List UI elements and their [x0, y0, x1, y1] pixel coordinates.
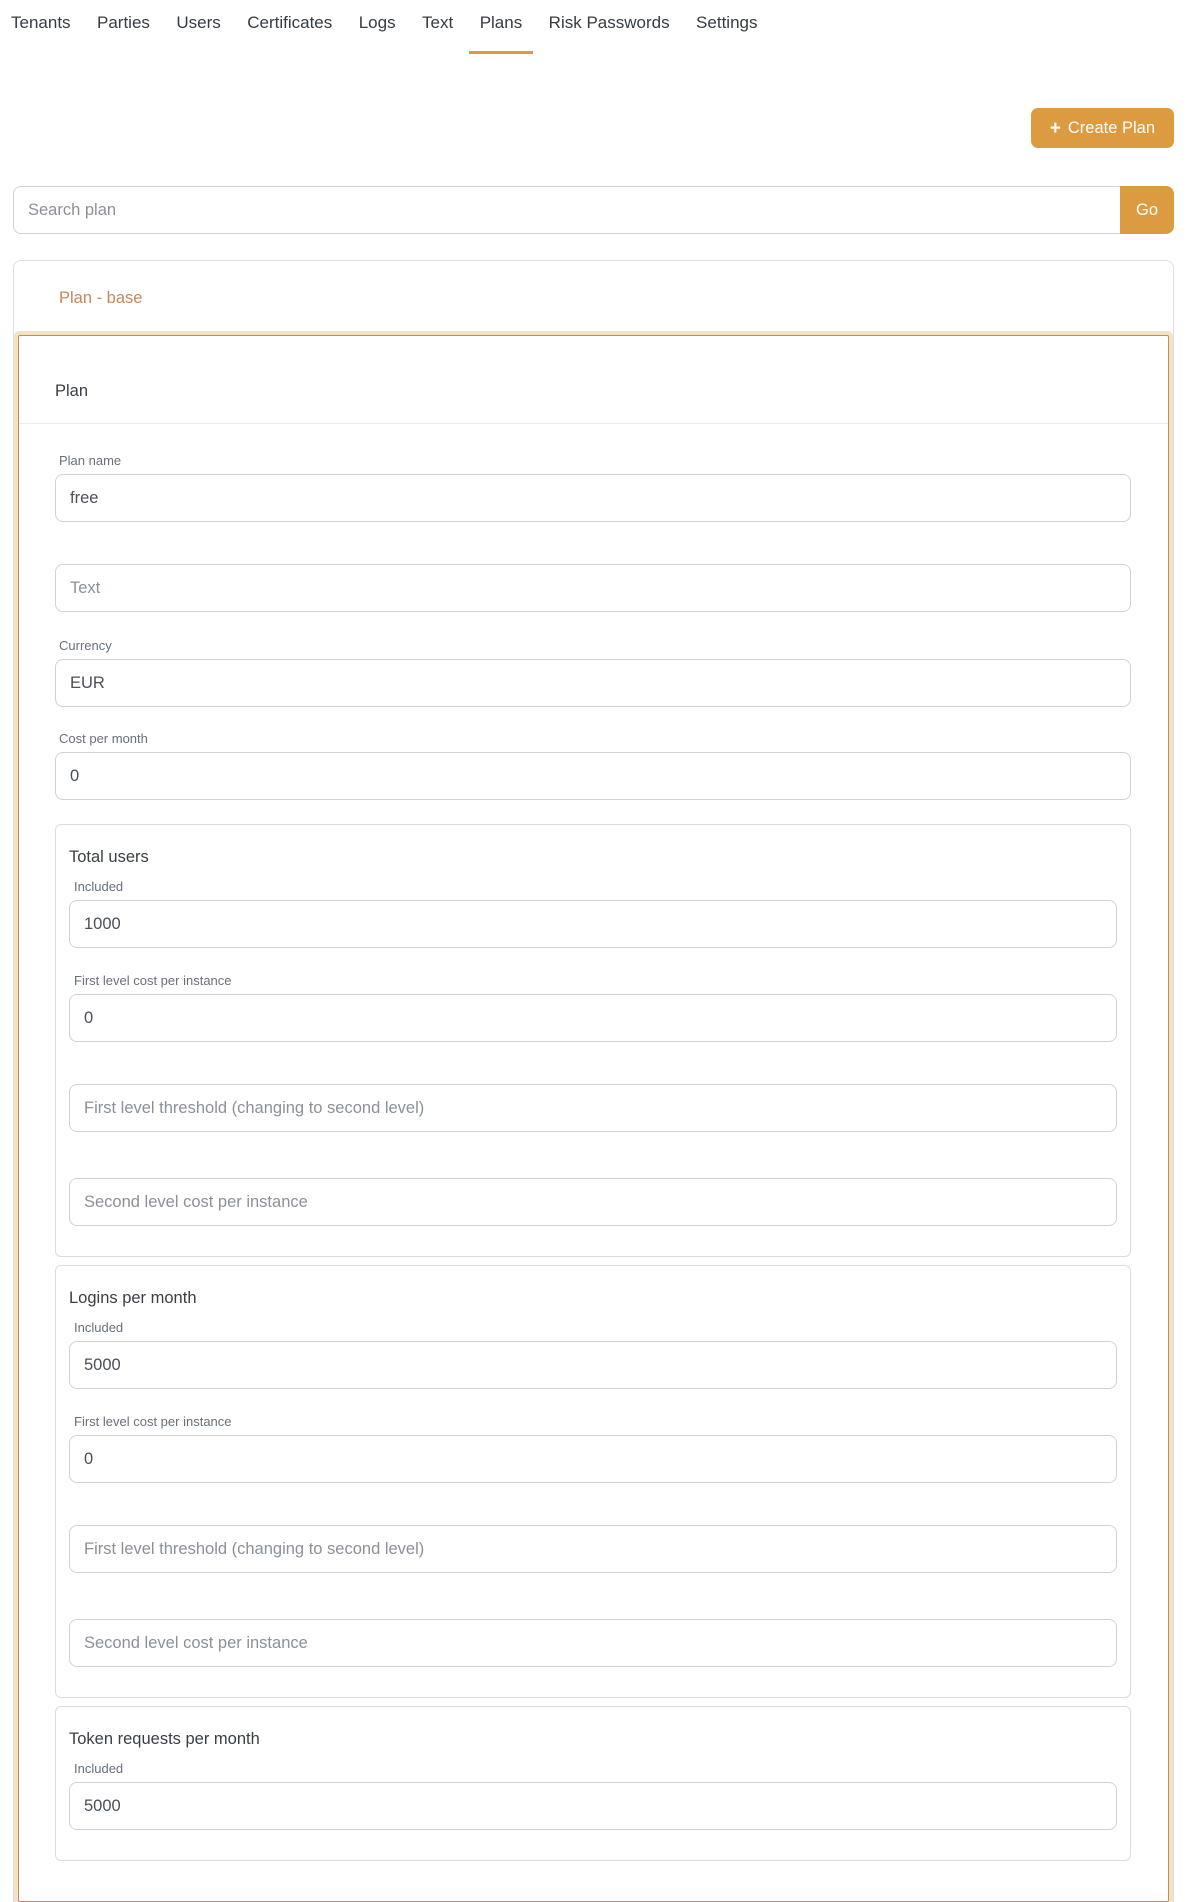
- top-navbar: [0, 0, 1187, 54]
- logins-second-cost-input[interactable]: [69, 1619, 1117, 1667]
- create-plan-label: Create Plan: [1067, 118, 1155, 137]
- total-users-included-input[interactable]: [69, 900, 1117, 948]
- plan-text-input[interactable]: [55, 564, 1131, 612]
- cost-per-month-input[interactable]: [55, 752, 1131, 800]
- nav-item-risk-passwords[interactable]: Risk Passwords: [548, 13, 670, 32]
- nav-item-tenants[interactable]: Tenants: [11, 13, 71, 32]
- cost-per-month-group: [55, 731, 1131, 800]
- nav-item-users[interactable]: Users: [176, 13, 221, 32]
- section-title: Token requests per month: [69, 1730, 260, 1748]
- accordion-header: [14, 261, 1173, 335]
- nav-item-settings[interactable]: Settings: [696, 13, 758, 32]
- page-content: [0, 108, 1187, 1902]
- included-label: Included: [74, 1761, 124, 1776]
- plus-icon: +: [1049, 117, 1061, 139]
- currency-label: Currency: [59, 638, 112, 653]
- plan-text-group: [55, 564, 1131, 612]
- accordion-toggle-plan-base[interactable]: Plan - base: [59, 288, 143, 307]
- plan-name-group: [55, 453, 1131, 522]
- logins-included-input[interactable]: [69, 1341, 1117, 1389]
- first-cost-group: [69, 1414, 1117, 1483]
- first-cost-label: First level cost per instance: [74, 1414, 232, 1429]
- toolbar: [13, 108, 1174, 148]
- included-label: Included: [74, 1320, 124, 1335]
- create-plan-button[interactable]: [1031, 108, 1174, 148]
- plan-accordion-card: [13, 260, 1174, 1902]
- search-input[interactable]: [13, 186, 1120, 234]
- plan-form-panel: [18, 335, 1169, 1902]
- total-users-first-cost-input[interactable]: [69, 994, 1117, 1042]
- token-requests-included-input[interactable]: [69, 1782, 1117, 1830]
- plan-name-input[interactable]: [55, 474, 1131, 522]
- section-logins-per-month: [55, 1265, 1131, 1698]
- total-users-second-cost-input[interactable]: [69, 1178, 1117, 1226]
- total-users-threshold-input[interactable]: [69, 1084, 1117, 1132]
- plan-name-label: Plan name: [59, 453, 122, 468]
- nav-item-text[interactable]: Text: [422, 13, 454, 32]
- logins-threshold-input[interactable]: [69, 1525, 1117, 1573]
- section-token-requests: [55, 1706, 1131, 1861]
- nav-item-logs[interactable]: Logs: [358, 13, 396, 32]
- logins-first-cost-input[interactable]: [69, 1435, 1117, 1483]
- nav-item-plans[interactable]: Plans: [469, 0, 534, 54]
- plan-form-body: [19, 424, 1168, 1901]
- search-bar: [13, 186, 1174, 234]
- search-go-button[interactable]: Go: [1120, 186, 1174, 234]
- currency-group: [55, 638, 1131, 707]
- nav-item-certificates[interactable]: Certificates: [247, 13, 333, 32]
- section-title: Total users: [69, 848, 149, 866]
- nav-item-parties[interactable]: Parties: [97, 13, 150, 32]
- cost-per-month-label: Cost per month: [59, 731, 148, 746]
- section-total-users: [55, 824, 1131, 1257]
- included-label: Included: [74, 879, 124, 894]
- section-title: Logins per month: [69, 1289, 197, 1307]
- plan-form-title: Plan: [55, 382, 89, 400]
- currency-input[interactable]: [55, 659, 1131, 707]
- first-cost-label: First level cost per instance: [74, 973, 232, 988]
- plan-form-header: [19, 336, 1168, 424]
- first-cost-group: [69, 973, 1117, 1042]
